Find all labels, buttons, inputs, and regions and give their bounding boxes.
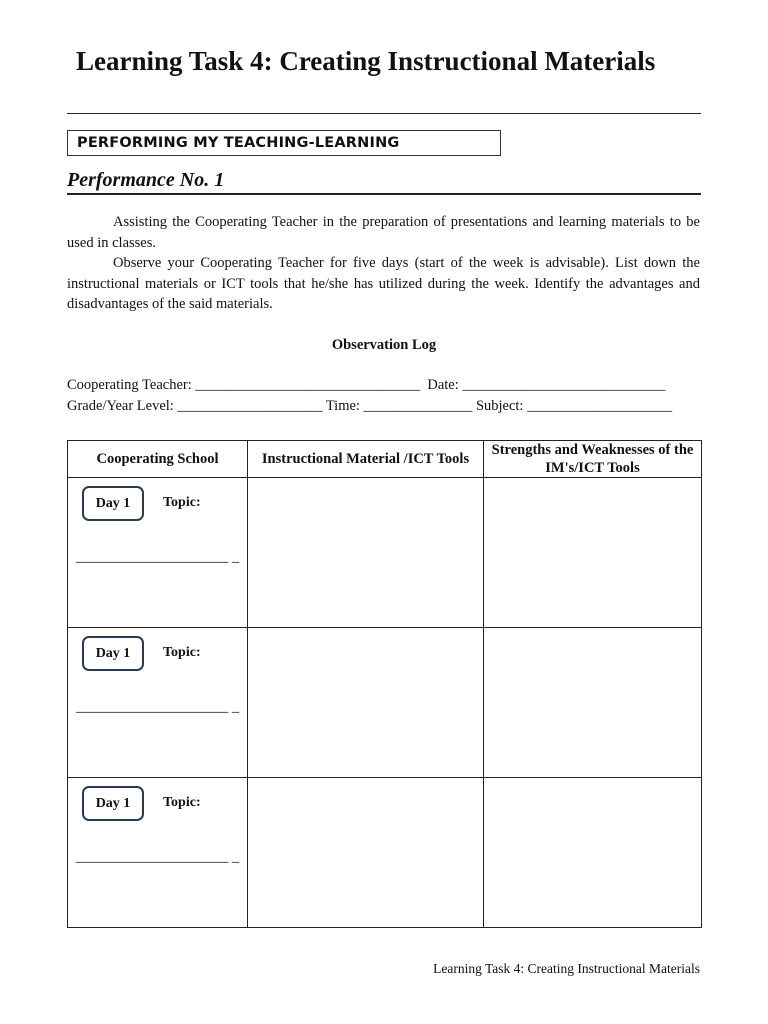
table-header-row bbox=[68, 441, 702, 478]
instruction-paragraph-2: Observe your Cooperating Teacher for five days (start of the week is advisable). List down the instructional materials or ICT tools that he/she has utilized during the week. Identify the advantages and disadvantages of the said materials. bbox=[67, 255, 700, 312]
page-title: Learning Task 4: Creating Instructional Materials bbox=[76, 46, 656, 76]
topic-blank[interactable]: _____________________ _ bbox=[76, 699, 240, 715]
instructional-material-cell[interactable] bbox=[248, 478, 484, 628]
title-divider bbox=[67, 113, 701, 114]
school-cell bbox=[68, 478, 248, 628]
table-row bbox=[68, 478, 702, 628]
table-row bbox=[68, 778, 702, 928]
header-cooperating-school: Cooperating School bbox=[68, 441, 248, 478]
strengths-weaknesses-cell[interactable] bbox=[484, 478, 702, 628]
header-instructional-material: Instructional Material /ICT Tools bbox=[248, 441, 484, 478]
section-heading: PERFORMING MY TEACHING-LEARNING bbox=[67, 130, 501, 156]
header-strengths-weaknesses: Strengths and Weaknesses of the IM's/ICT Tools bbox=[484, 441, 702, 478]
school-cell bbox=[68, 778, 248, 928]
page-footer: Learning Task 4: Creating Instructional Materials bbox=[433, 961, 700, 976]
performance-heading: Performance No. 1 bbox=[67, 169, 701, 195]
topic-blank[interactable]: _____________________ _ bbox=[76, 849, 240, 865]
observation-log-table bbox=[67, 440, 702, 928]
topic-label: Topic: bbox=[163, 795, 201, 810]
instructional-material-cell[interactable] bbox=[248, 628, 484, 778]
observation-log-title: Observation Log bbox=[331, 337, 437, 353]
day-label: Day 1 bbox=[82, 786, 144, 821]
topic-label: Topic: bbox=[163, 495, 201, 510]
topic-blank[interactable]: _____________________ _ bbox=[76, 549, 240, 565]
day-label: Day 1 bbox=[82, 636, 144, 671]
strengths-weaknesses-cell[interactable] bbox=[484, 628, 702, 778]
table-row bbox=[68, 628, 702, 778]
strengths-weaknesses-cell[interactable] bbox=[484, 778, 702, 928]
day-label: Day 1 bbox=[82, 486, 144, 521]
grade-time-subject-fields[interactable]: Grade/Year Level: ____________________ Time: _______________ Subject: ____________________ bbox=[67, 398, 673, 414]
school-cell bbox=[68, 628, 248, 778]
instruction-paragraph-1: Assisting the Cooperating Teacher in the preparation of presentations and learning materials to be used in classes. bbox=[67, 214, 700, 251]
topic-label: Topic: bbox=[163, 645, 201, 660]
teacher-date-fields[interactable]: Cooperating Teacher: _______________________________ Date: ____________________________ bbox=[67, 377, 666, 393]
instructional-material-cell[interactable] bbox=[248, 778, 484, 928]
